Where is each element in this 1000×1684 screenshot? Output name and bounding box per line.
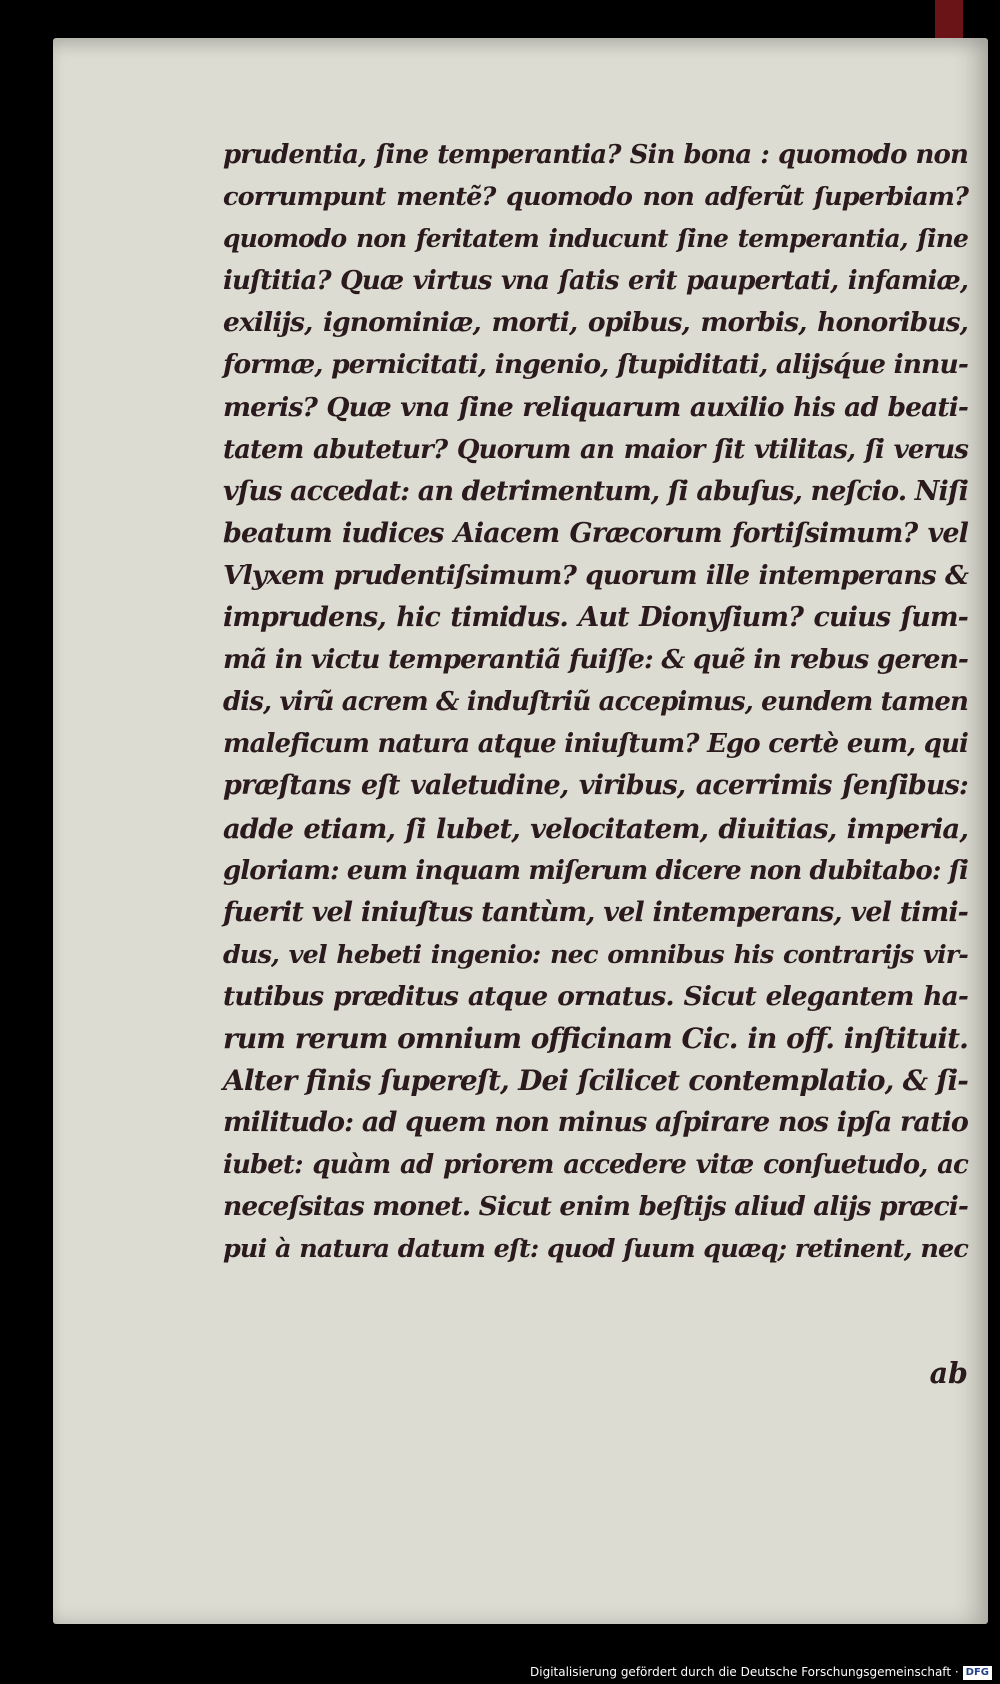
text-line: formæ, pernicitati, ingenio, ſtupiditati, alijsq́ue innu- xyxy=(223,349,968,381)
text-line: beatum iudices Aiacem Græcorum fortiſsimum? vel xyxy=(223,517,968,549)
text-line: neceſsitas monet. Sicut enim beſtijs aliud alijs præci- xyxy=(223,1191,968,1223)
text-line: iuſtitia? Quæ virtus vna ſatis erit paupertati, infamiæ, xyxy=(223,266,968,297)
page-body-text xyxy=(223,134,968,1271)
footer-credit-text: Digitalisierung gefördert durch die Deutsche Forschungsgemeinschaft · xyxy=(530,1665,959,1679)
text-line: præſtans eſt valetudine, viribus, acerrimis ſenſibus: xyxy=(223,770,968,802)
text-line: fuerit vel iniuſtus tantùm, vel intemperans, vel timi- xyxy=(223,896,968,928)
book-edge-binding xyxy=(935,0,963,40)
text-line: adde etiam, ſi lubet, velocitatem, diuitias, imperia, xyxy=(223,812,968,845)
catchword: ab xyxy=(929,1356,968,1390)
text-line: vſus accedat: an detrimentum, ſi abuſus, neſcio. Niſi xyxy=(223,475,968,507)
text-line: gloriam: eum inquam miſerum dicere non dubitabo: ſi xyxy=(223,855,968,886)
text-line: rum rerum omnium officinam Cic. in off. inſtituit. xyxy=(223,1021,968,1055)
text-line: corrumpunt mentẽ? quomodo non adferũt ſuperbiam? xyxy=(223,182,968,213)
text-line: Alter finis ſupereſt, Dei ſcilicet contemplatio, & ſi- xyxy=(223,1064,968,1098)
text-line: exilijs, ignominiæ, morti, opibus, morbis, honoribus, xyxy=(223,307,968,339)
dfg-logo-icon: DFG xyxy=(963,1666,992,1680)
digitization-footer xyxy=(0,1660,992,1684)
text-line: tutibus præditus atque ornatus. Sicut elegantem ha- xyxy=(223,980,968,1012)
book-page xyxy=(53,38,988,1624)
text-line: tatem abutetur? Quorum an maior ſit vtilitas, ſi verus xyxy=(223,434,968,465)
text-line: imprudens, hic timidus. Aut Dionyſium? cuius ſum- xyxy=(223,602,968,634)
text-line: Vlyxem prudentiſsimum? quorum ille intemperans & xyxy=(223,559,968,591)
text-line: maleficum natura atque iniuſtum? Ego certè eum, qui xyxy=(223,729,968,760)
text-line: meris? Quæ vna ſine reliquarum auxilio his ad beati- xyxy=(223,391,968,423)
text-line: mã in victu temperantiã fuiſſe: & quẽ in rebus geren- xyxy=(223,644,968,676)
text-line: dis, virũ acrem & induſtriũ accepimus, eundem tamen xyxy=(223,687,968,718)
text-line: militudo: ad quem non minus aſpirare nos ipſa ratio xyxy=(223,1107,968,1139)
text-line: quomodo non feritatem inducunt ſine temperantia, ſine xyxy=(223,224,968,254)
text-line: prudentia, ſine temperantia? Sin bona : quomodo non xyxy=(223,140,968,170)
text-line: iubet: quàm ad priorem accedere vitæ conſuetudo, ac xyxy=(223,1150,968,1181)
text-line: dus, vel hebeti ingenio: nec omnibus his contrarijs vir- xyxy=(223,939,968,970)
text-line: pui à natura datum eſt: quod ſuum quæq; retinent, nec xyxy=(223,1234,968,1265)
